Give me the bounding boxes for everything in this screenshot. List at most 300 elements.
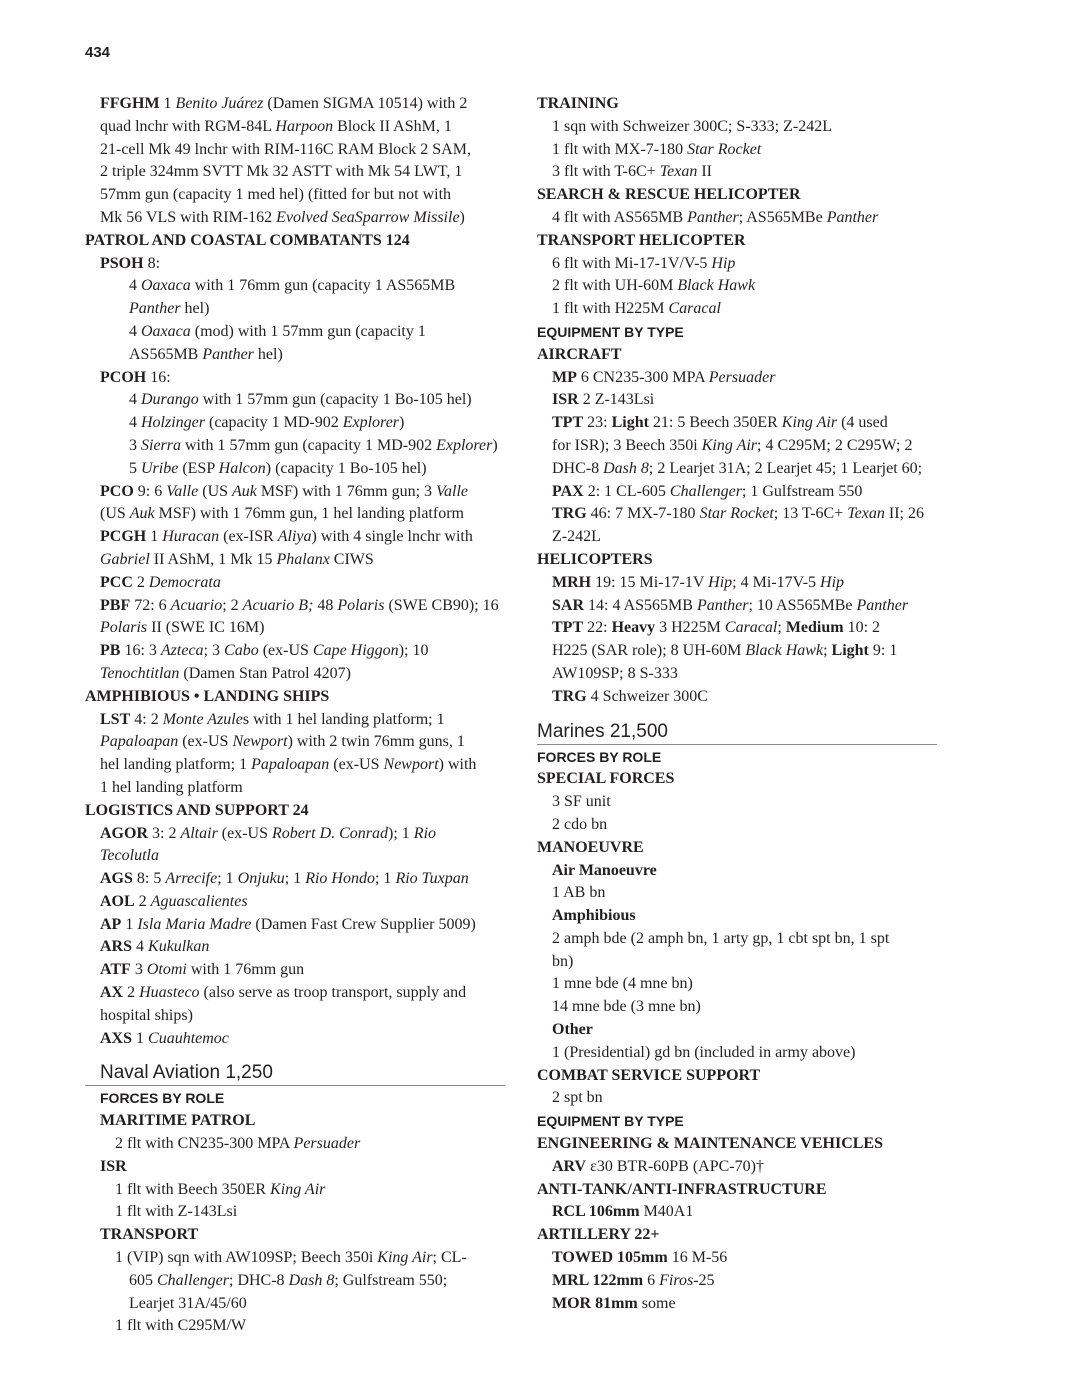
text: ; 4 C295M; 2 C295W; 2 xyxy=(757,436,913,454)
bold-text: AP xyxy=(100,915,122,933)
text: (mod) with 1 57mm gun (capacity 1 xyxy=(190,322,426,340)
text: 4 xyxy=(129,391,141,409)
italic-text: Star Rocket xyxy=(687,140,762,158)
italic-text: Holzinger xyxy=(141,414,205,432)
italic-text: Azteca xyxy=(160,642,204,660)
text: 2 xyxy=(134,892,151,910)
text: 22: xyxy=(583,619,612,637)
italic-text: Dash 8 xyxy=(288,1271,335,1289)
entry-line xyxy=(537,367,937,390)
text: FORCES BY ROLE xyxy=(537,748,662,765)
entry-line xyxy=(85,412,505,435)
entry-line xyxy=(537,572,937,595)
entry-line xyxy=(537,1087,937,1110)
text: 16: 3 xyxy=(120,642,161,660)
italic-text: Persuader xyxy=(708,368,776,386)
bold-text: SPECIAL FORCES xyxy=(537,770,675,788)
text: 14 mne bde (3 mne bn) xyxy=(552,998,701,1016)
italic-text: Panther xyxy=(826,208,879,226)
right-column xyxy=(537,93,937,1315)
category-heading xyxy=(85,1156,505,1179)
entry-line xyxy=(537,116,937,139)
bold-text: TRANSPORT xyxy=(100,1226,199,1244)
entry-line xyxy=(85,891,505,914)
category-heading xyxy=(537,1065,937,1088)
italic-text: Uribe xyxy=(141,459,179,477)
entry-line xyxy=(537,791,937,814)
bold-text: SEARCH & RESCUE HELICOPTER xyxy=(537,186,801,204)
italic-text: Onjuku xyxy=(237,870,285,888)
italic-text: Acuario xyxy=(170,596,223,614)
italic-text: Texan xyxy=(847,505,885,523)
text: II; 26 xyxy=(884,505,924,523)
entry-line xyxy=(85,526,505,549)
category-heading xyxy=(537,549,937,572)
bold-text: MRL 122mm xyxy=(552,1271,644,1289)
text: 9: 6 xyxy=(133,482,167,500)
entry-line xyxy=(537,1247,937,1270)
text: 1 mne bde (4 mne bn) xyxy=(552,975,693,993)
italic-text: Isla Maria Madre xyxy=(137,915,252,933)
italic-text: Explorer xyxy=(342,414,400,432)
entry-line xyxy=(537,928,937,951)
italic-text: Huasteco xyxy=(139,984,200,1002)
text: ) xyxy=(399,414,405,432)
text: hel landing platform; 1 xyxy=(100,756,252,774)
entry-line xyxy=(537,207,937,230)
italic-text: Polaris xyxy=(337,596,385,614)
text: (US xyxy=(100,505,130,523)
entry-continuation xyxy=(85,1270,505,1293)
text: ) (capacity 1 Bo-105 hel) xyxy=(265,459,427,477)
text: (ex-US xyxy=(217,824,273,842)
italic-text: Persuader xyxy=(293,1135,361,1153)
text: 4 xyxy=(129,414,141,432)
text: ); 10 xyxy=(398,642,429,660)
category-heading xyxy=(85,253,505,276)
italic-text: Panther xyxy=(202,345,254,363)
entry-line xyxy=(85,959,505,982)
bold-text: PCC xyxy=(100,573,133,591)
text: CIWS xyxy=(329,550,374,568)
category-heading xyxy=(537,184,937,207)
text: ; 1 xyxy=(374,870,396,888)
bold-text: Other xyxy=(552,1021,593,1039)
italic-text: Hip xyxy=(708,573,733,591)
entry-continuation xyxy=(85,1005,505,1028)
category-heading xyxy=(537,837,937,860)
text: 1,250 xyxy=(220,1062,273,1084)
entry-continuation xyxy=(85,754,505,777)
text: II AShM, 1 Mk 15 xyxy=(149,550,277,568)
text: with 1 76mm gun xyxy=(186,961,305,979)
bold-text: Light xyxy=(831,642,869,660)
entry-line xyxy=(537,481,937,504)
bold-text: MARITIME PATROL xyxy=(100,1112,256,1130)
entry-line xyxy=(85,572,505,595)
text: Block II AShM, 1 xyxy=(333,117,452,135)
category-heading xyxy=(85,1224,505,1247)
text: 23: xyxy=(583,414,612,432)
bold-text: MANOEUVRE xyxy=(537,838,644,856)
bold-text: PAX xyxy=(552,482,584,500)
italic-text: Rio Tuxpan xyxy=(395,870,469,888)
text: (capacity 1 MD-902 xyxy=(205,414,343,432)
subsection-heading xyxy=(537,746,937,769)
text: 21,500 xyxy=(604,720,668,742)
text: 1 AB bn xyxy=(552,884,606,902)
category-heading xyxy=(537,905,937,928)
subsection-heading xyxy=(537,321,937,344)
italic-text: Tenochtitlan xyxy=(100,664,180,682)
text: -25 xyxy=(693,1271,715,1289)
text: 46: 7 MX-7-180 xyxy=(586,505,700,523)
text: ; AS565MBe xyxy=(738,208,827,226)
entry-line xyxy=(85,1028,505,1051)
text: hel) xyxy=(180,300,210,318)
text: ; 2 xyxy=(222,596,243,614)
italic-text: Papaloapan xyxy=(100,733,179,751)
italic-text: Hip xyxy=(711,254,736,272)
bold-text: Amphibious xyxy=(552,907,636,925)
italic-text: Oaxaca xyxy=(141,277,191,295)
text: ) with 2 twin 76mm guns, 1 xyxy=(287,733,465,751)
entry-line xyxy=(85,1179,505,1202)
text: 48 xyxy=(313,596,338,614)
text: DHC-8 xyxy=(552,459,604,477)
text: 6 xyxy=(643,1271,660,1289)
entry-continuation xyxy=(85,845,505,868)
subsection-heading xyxy=(85,1087,505,1110)
category-heading xyxy=(85,367,505,390)
italic-text: Oaxaca xyxy=(141,322,191,340)
text: 2 triple 324mm SVTT Mk 32 ASTT with Mk 54 LWT, 1 xyxy=(100,163,463,181)
entry-line xyxy=(537,595,937,618)
bold-text: ISR xyxy=(552,391,579,409)
text: hospital ships) xyxy=(100,1006,193,1024)
entry-line xyxy=(85,709,505,732)
bold-text: HELICOPTERS xyxy=(537,550,653,568)
text: II (SWE IC 16M) xyxy=(147,619,265,637)
entry-line xyxy=(85,389,505,412)
text: 1 sqn with Schweizer 300C; S-333; Z-242L xyxy=(552,117,832,135)
text: 19: 15 Mi-17-1V xyxy=(591,573,709,591)
italic-text: King Air xyxy=(701,436,758,454)
bold-text: PATROL AND COASTAL COMBATANTS xyxy=(85,231,382,249)
category-heading xyxy=(537,1224,937,1247)
category-heading xyxy=(537,230,937,253)
text: Naval Aviation xyxy=(100,1062,221,1084)
text: Marines xyxy=(537,720,605,742)
text: MSF) with 1 76mm gun; 3 xyxy=(256,482,437,500)
entry-line xyxy=(537,973,937,996)
bold-text: TPT xyxy=(552,619,584,637)
italic-text: Explorer xyxy=(436,436,493,454)
entry-continuation xyxy=(85,298,505,321)
text: 9: 1 xyxy=(868,642,898,660)
entry-continuation xyxy=(537,640,937,663)
entry-line xyxy=(85,93,505,116)
text: s with 1 hel landing platform; 1 xyxy=(242,710,445,728)
text: 22+ xyxy=(630,1226,660,1244)
bold-text: ENGINEERING & MAINTENANCE VEHICLES xyxy=(537,1135,883,1153)
text: 8: 5 xyxy=(132,870,166,888)
entry-continuation xyxy=(85,777,505,800)
category-heading xyxy=(85,800,505,823)
text: 14: 4 AS565MB xyxy=(584,596,697,614)
italic-text: King Air xyxy=(270,1180,326,1198)
italic-text: Robert D. Conrad xyxy=(272,824,389,842)
bold-text: Air Manoeuvre xyxy=(552,861,657,879)
text: 1 flt with Beech 350ER xyxy=(115,1180,271,1198)
text: 1 xyxy=(132,1029,149,1047)
bold-text: TRG xyxy=(552,505,587,523)
text: 3 H225M xyxy=(655,619,725,637)
left-column xyxy=(85,93,505,1338)
text: 57mm gun (capacity 1 med hel) (fitted for but not with xyxy=(100,186,452,204)
category-heading xyxy=(537,93,937,116)
bold-text: Heavy xyxy=(611,619,656,637)
text: AW109SP; 8 S-333 xyxy=(552,664,678,682)
entry-line xyxy=(537,161,937,184)
text: (ex-US xyxy=(178,733,233,751)
text: 72: 6 xyxy=(130,596,171,614)
italic-text: Cabo xyxy=(224,642,259,660)
text: 16 M-56 xyxy=(667,1249,728,1267)
bold-text: TRG xyxy=(552,687,587,705)
text: (ex-US xyxy=(258,642,313,660)
text: ; 2 Learjet 31A; 2 Learjet 45; 1 Learjet 60; xyxy=(648,459,923,477)
text: ; 13 T-6C+ xyxy=(773,505,848,523)
text: (SWE CB90); 16 xyxy=(384,596,499,614)
category-heading xyxy=(85,230,505,253)
italic-text: Firos xyxy=(659,1271,694,1289)
italic-text: Rio xyxy=(413,824,437,842)
text: ) with 4 single lnchr with xyxy=(311,528,473,546)
text: 1 flt with MX-7-180 xyxy=(552,140,688,158)
italic-text: Huracan xyxy=(162,528,220,546)
text: 21: 5 Beech 350ER xyxy=(648,414,782,432)
text: EQUIPMENT BY TYPE xyxy=(537,1113,684,1130)
entry-line xyxy=(85,595,505,618)
text: 4 xyxy=(129,322,141,340)
subsection-heading xyxy=(537,1110,937,1133)
text: ; 1 Gulfstream 550 xyxy=(741,482,863,500)
italic-text: Aguascalientes xyxy=(150,892,248,910)
text: 4 xyxy=(129,277,141,295)
text: with 1 76mm gun (capacity 1 AS565MB xyxy=(190,277,456,295)
text: ; 1 xyxy=(217,870,238,888)
italic-text: Texan xyxy=(659,163,698,181)
entry-line xyxy=(85,936,505,959)
text: (ex-US xyxy=(329,756,384,774)
bold-text: ARTILLERY xyxy=(537,1226,631,1244)
italic-text: Star Rocket xyxy=(699,505,774,523)
text: 2: 1 CL-605 xyxy=(583,482,670,500)
bold-text: AGOR xyxy=(100,824,148,842)
italic-text: Newport xyxy=(383,756,439,774)
text: 1 hel landing platform xyxy=(100,778,243,796)
italic-text: Sierra xyxy=(141,436,181,454)
entry-line xyxy=(537,686,937,709)
text: ) xyxy=(459,208,465,226)
italic-text: Arrecife xyxy=(165,870,218,888)
italic-text: Rio Hondo xyxy=(305,870,375,888)
italic-text: Challenger xyxy=(669,482,742,500)
text: FORCES BY ROLE xyxy=(100,1090,225,1107)
entry-line xyxy=(537,503,937,526)
bold-text: MP xyxy=(552,368,577,386)
entry-line xyxy=(85,982,505,1005)
text: 1 (Presidential) gd bn (included in army above) xyxy=(552,1043,856,1061)
italic-text: Acuario B; xyxy=(242,596,314,614)
text: Learjet 31A/45/60 xyxy=(129,1294,247,1312)
text: ; CL- xyxy=(432,1249,467,1267)
bold-text: FFGHM xyxy=(100,95,160,112)
entry-line xyxy=(537,1042,937,1065)
entry-continuation xyxy=(85,549,505,572)
text: 4 Schweizer 300C xyxy=(586,687,708,705)
entry-continuation xyxy=(85,344,505,367)
entry-continuation xyxy=(85,161,505,184)
italic-text: King Air xyxy=(377,1249,433,1267)
text: 1 xyxy=(121,915,138,933)
text: bn) xyxy=(552,952,574,970)
section-heading xyxy=(537,721,937,745)
italic-text: Auk xyxy=(129,505,155,523)
bold-text: TRAINING xyxy=(537,95,619,112)
text: 2 spt bn xyxy=(552,1089,603,1107)
page-number: 434 xyxy=(85,44,111,61)
bold-text: ATF xyxy=(100,961,131,979)
entry-line xyxy=(85,640,505,663)
entry-line xyxy=(85,321,505,344)
text: 2 flt with UH-60M xyxy=(552,277,678,295)
text: 1 (VIP) sqn with AW109SP; Beech 350i xyxy=(115,1249,378,1267)
text: 4 flt with AS565MB xyxy=(552,208,688,226)
entry-line xyxy=(537,412,937,435)
italic-text: Tecolutla xyxy=(100,847,159,865)
bold-text: PBF xyxy=(100,596,131,614)
text: 16: xyxy=(146,368,171,386)
bold-text: SAR xyxy=(552,596,585,614)
text: with 1 57mm gun (capacity 1 MD-902 xyxy=(181,436,437,454)
text: 2 amph bde (2 amph bn, 1 arty gp, 1 cbt spt bn, 1 spt xyxy=(552,929,890,947)
entry-line xyxy=(537,996,937,1019)
text: EQUIPMENT BY TYPE xyxy=(537,323,684,340)
text: 1 xyxy=(159,95,176,112)
italic-text: Democrata xyxy=(148,573,221,591)
text: with 1 57mm gun (capacity 1 Bo-105 hel) xyxy=(198,391,472,409)
italic-text: Evolved SeaSparrow Missile xyxy=(276,208,460,226)
text: (ex-ISR xyxy=(219,528,278,546)
italic-text: King Air xyxy=(781,414,838,432)
italic-text: Valle xyxy=(166,482,199,500)
italic-text: Panther xyxy=(687,208,739,226)
entry-continuation xyxy=(85,731,505,754)
entry-continuation xyxy=(85,663,505,686)
text: 5 xyxy=(129,459,141,477)
bold-text: PCOH xyxy=(100,368,147,386)
italic-text: Otomi xyxy=(146,961,187,979)
bold-text: LOGISTICS AND SUPPORT xyxy=(85,801,289,819)
italic-text: Panther xyxy=(696,596,749,614)
entry-line xyxy=(85,1315,505,1338)
bold-text: PSOH xyxy=(100,254,144,272)
text: 3: 2 xyxy=(148,824,181,842)
bold-text: COMBAT SERVICE SUPPORT xyxy=(537,1066,761,1084)
text: Z-242L xyxy=(552,528,601,546)
text: 24 xyxy=(288,801,309,819)
text: 3 xyxy=(130,961,147,979)
bold-text: AX xyxy=(100,984,124,1002)
entry-line xyxy=(537,253,937,276)
entry-line xyxy=(537,298,937,321)
bold-text: ARV xyxy=(552,1157,587,1175)
italic-text: Papaloapan xyxy=(251,756,330,774)
text: for ISR); 3 Beech 350i xyxy=(552,436,702,454)
italic-text: Aliya xyxy=(277,528,312,546)
entry-line xyxy=(85,868,505,891)
entry-continuation xyxy=(85,503,505,526)
category-heading xyxy=(537,860,937,883)
italic-text: Black Hawk xyxy=(677,277,756,295)
italic-text: Black Hawk xyxy=(745,642,824,660)
entry-line xyxy=(537,1270,937,1293)
italic-text: Caracal xyxy=(724,619,778,637)
italic-text: Harpoon xyxy=(275,117,334,135)
category-heading xyxy=(85,686,505,709)
italic-text: Monte Azule xyxy=(162,710,243,728)
bold-text: AMPHIBIOUS • LANDING SHIPS xyxy=(85,687,330,705)
italic-text: Valle xyxy=(436,482,469,500)
entry-line xyxy=(85,458,505,481)
text: 2 cdo bn xyxy=(552,815,608,833)
section-heading xyxy=(85,1062,505,1086)
entry-continuation xyxy=(85,207,505,230)
text: ) xyxy=(492,436,498,454)
entry-line xyxy=(85,275,505,298)
entry-continuation xyxy=(537,663,937,686)
bold-text: MRH xyxy=(552,573,592,591)
text: ) with xyxy=(438,756,477,774)
bold-text: AXS xyxy=(100,1029,133,1047)
text: quad lnchr with RGM-84L xyxy=(100,117,276,135)
entry-line xyxy=(85,1201,505,1224)
entry-line xyxy=(537,275,937,298)
bold-text: TOWED 105mm xyxy=(552,1249,668,1267)
text: II xyxy=(697,163,712,181)
text: ; 4 Mi-17V-5 xyxy=(732,573,821,591)
text: 605 xyxy=(129,1271,157,1289)
text: some xyxy=(637,1294,676,1312)
bold-text: MOR 81mm xyxy=(552,1294,638,1312)
entry-line xyxy=(537,1293,937,1316)
entry-line xyxy=(537,139,937,162)
italic-text: Cuauhtemoc xyxy=(148,1029,229,1047)
bold-text: PCO xyxy=(100,482,134,500)
entry-line xyxy=(85,914,505,937)
text: 3 flt with T-6C+ xyxy=(552,163,660,181)
text: 21-cell Mk 49 lnchr with RIM-116C RAM Block 2 SAM, xyxy=(100,140,471,158)
italic-text: Panther xyxy=(129,300,181,318)
bold-text: PCGH xyxy=(100,528,147,546)
category-heading xyxy=(537,1133,937,1156)
text: (Damen Fast Crew Supplier 5009) xyxy=(251,915,476,933)
text: 8: xyxy=(143,254,161,272)
entry-line xyxy=(537,617,937,640)
entry-continuation xyxy=(85,1293,505,1316)
